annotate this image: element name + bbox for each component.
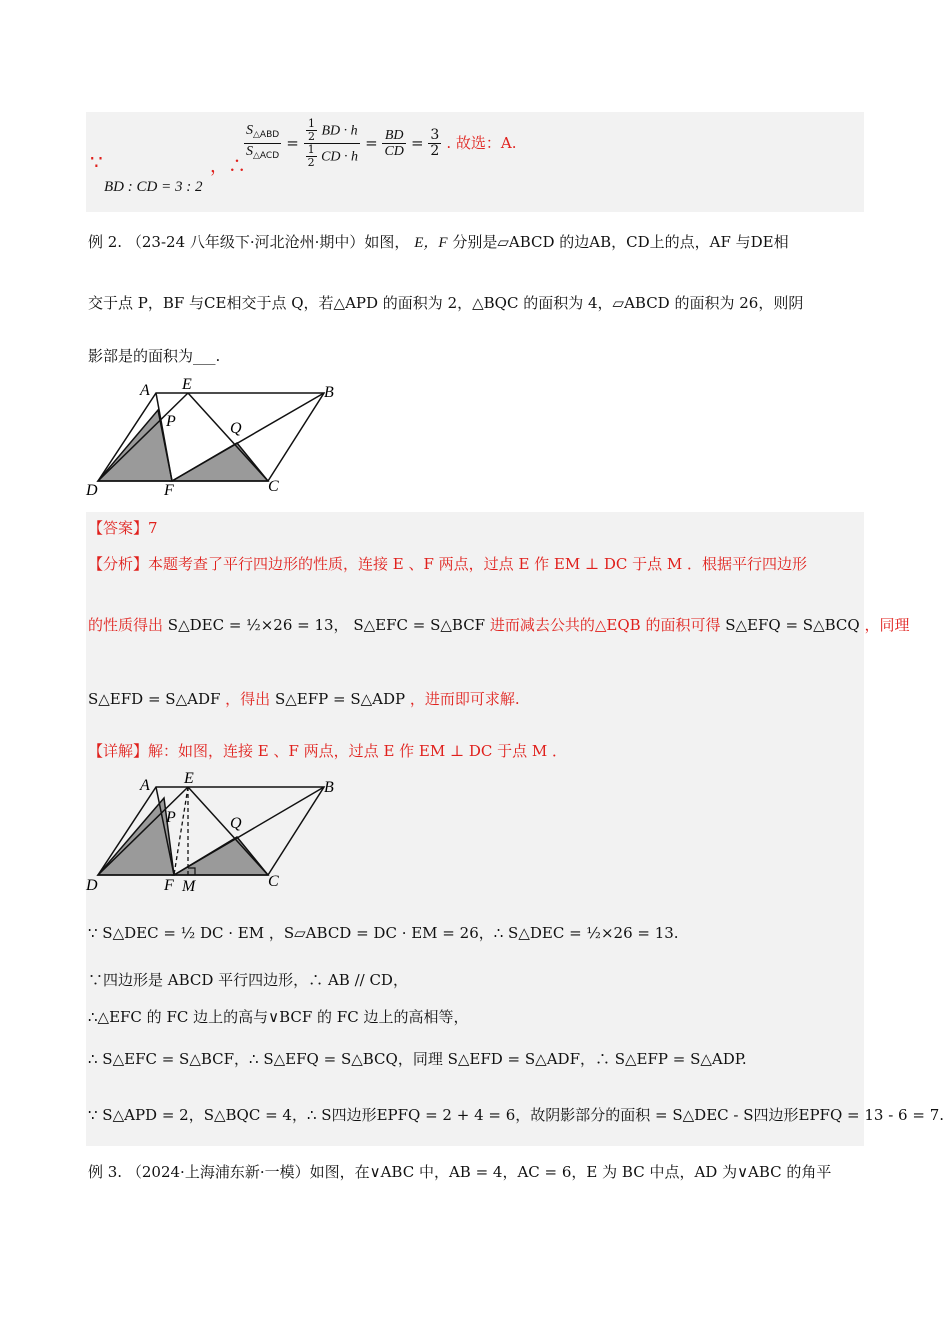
analysis-line3: S△EFD = S△ADF ，得出 S△EFP = S△ADP ，进而即可求解. [88,690,520,708]
example2-line1: 例 2. （23-24 八年级下·河北沧州·期中）如图， E，F 分别是▱ABCD 的边AB，CD上的点，AF 与DE相 [88,233,789,251]
label-a: A [140,382,150,399]
example2-line3: 影部是的面积为___. [88,347,221,365]
analysis-line1: 【分析】本题考查了平行四边形的性质，连接 E 、F 两点，过点 E 作 EM ⊥ DC 于点 M ．根据平行四边形 [88,555,808,573]
detail-line5: ∵ S△APD = 2，S△BQC = 4，∴ S四边形EPFQ = 2 + 4 = 6，故阴影部分的面积 = S△DEC - S四边形EPFQ = 13 - 6 = 7. [88,1106,945,1124]
label-d: D [86,482,98,496]
bd-over-cd: $\frac{BD}{CD}$ [384,128,404,159]
therefore-symbol: ，∴ [210,156,246,177]
label-p: P [166,413,176,430]
s-fraction: $\frac{S_{\triangle ABD}}{S_{\triangle ACD}}$ [246,123,280,161]
label-f: F [164,482,174,496]
label-f-2: F [164,877,174,894]
label-q: Q [230,420,242,437]
label-q-2: Q [230,815,242,832]
detail-intro: 【详解】解：如图，连接 E 、F 两点，过点 E 作 EM ⊥ DC 于点 M ． [88,742,568,760]
three-halves: $\frac{3}{2}$ [430,127,440,159]
label-b: B [324,384,334,401]
detail-line2: ∵四边形是 ABCD 平行四边形，∴ AB // CD， [88,971,408,989]
area-ratio-formula: $\frac{S_{\triangle ABD}}{S_{\triangle ACD}}$ = $\frac{1}{2}$ BD · h $\frac{1}{2}$ CD · h = $\frac{BD}{CD}$ = $\frac{3}{2}$ . 故选：A. [246,117,517,169]
example2-line2: 交于点 P，BF 与CE相交于点 Q，若△APD 的面积为 2，△BQC 的面积为 4，▱ABCD 的面积为 26，则阴 [88,294,804,312]
shaded-triangle-bqc [172,443,268,481]
label-d-2: D [86,877,98,894]
parallelogram-figure-1 [84,376,344,496]
analysis-line2: 的性质得出 S△DEC = ½×26 = 13， S△EFC = S△BCF 进而减去公共的△EQB 的面积可得 S△EFQ = S△BCQ ，同理 [88,616,910,634]
parallelogram-figure-2 [84,770,344,896]
label-c: C [268,478,279,495]
segment-ef-dashed [174,787,188,875]
example3-line: 例 3. （2024·上海浦东新·一模）如图，在∨ABC 中，AB = 4，AC = 6，E 为 BC 中点，AD 为∨ABC 的角平 [88,1163,832,1181]
detail-line1: ∵ S△DEC = ½ DC · EM ，S▱ABCD = DC · EM = 26，∴ S△DEC = ½×26 = 13. [88,924,679,942]
ratio-text: BD : CD = 3 : 2 [104,179,203,195]
half-bd-over-half-cd: $\frac{1}{2}$ BD · h $\frac{1}{2}$ CD · h [304,118,360,169]
detail-line3: ∴△EFC 的 FC 边上的高与∨BCF 的 FC 边上的高相等， [88,1008,469,1026]
label-e-2: E [184,770,194,787]
label-p-2: P [166,809,176,826]
label-b-2: B [324,779,334,796]
label-a-2: A [140,777,150,794]
because-symbol: ∵ [90,150,103,174]
label-m: M [182,878,196,895]
label-c-2: C [268,873,279,890]
detail-line4: ∴ S△EFC = S△BCF，∴ S△EFQ = S△BCQ，同理 S△EFD = S△ADF，∴ S△EFP = S△ADP. [88,1050,747,1068]
answer-line: 【答案】7 [88,519,158,537]
shaded-triangle-bqc-2 [174,837,268,875]
label-e: E [182,376,192,393]
